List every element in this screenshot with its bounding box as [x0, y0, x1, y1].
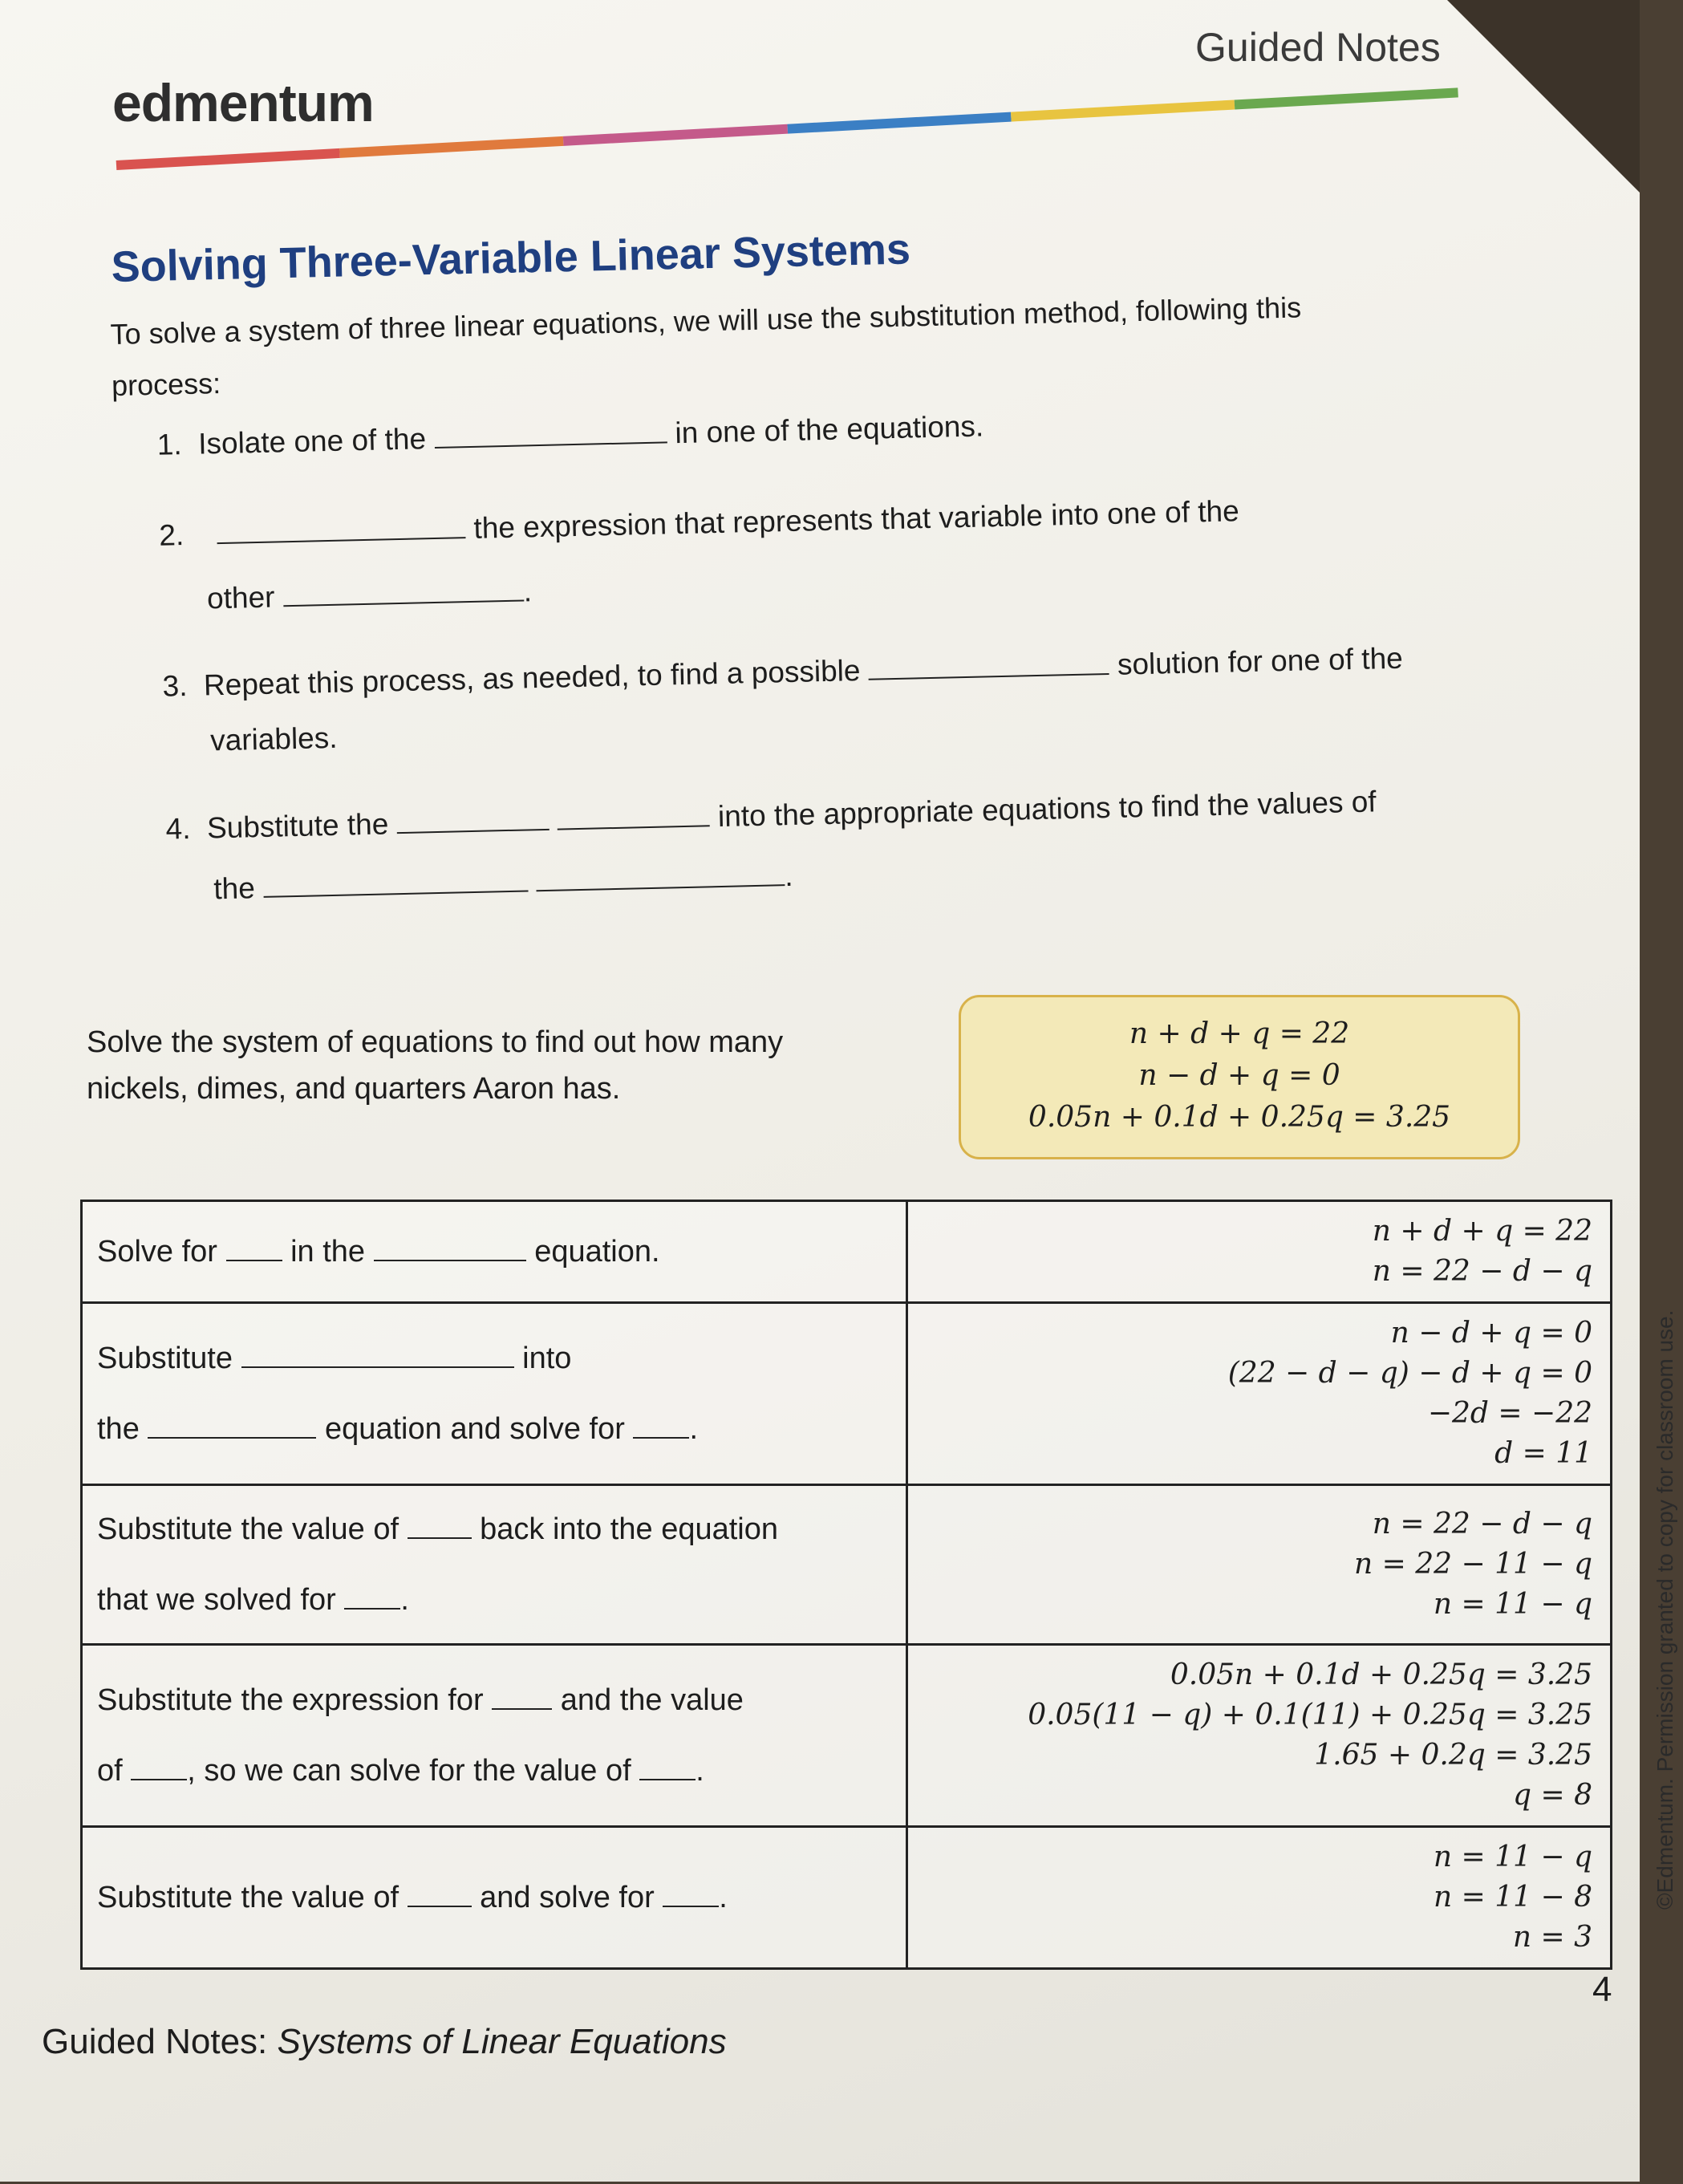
fill-blank[interactable]: [131, 1778, 187, 1780]
instruction-cell: [82, 1201, 907, 1303]
edmentum-logo: edmentum: [112, 73, 374, 132]
page-title: Solving Three-Variable Linear Systems: [111, 225, 911, 292]
step-text: other: [206, 580, 275, 615]
fill-blank[interactable]: [633, 1436, 689, 1439]
math-line: n + d + q = 22: [1372, 1215, 1592, 1248]
fill-blank[interactable]: [639, 1778, 696, 1780]
footer-prefix: Guided Notes:: [42, 2022, 268, 2061]
math-line: 0.05(11 − q) + 0.1(11) + 0.25q = 3.25: [1028, 1699, 1592, 1731]
step-number: 1.: [156, 428, 183, 461]
instruction-text: so we can solve for the value of: [204, 1754, 631, 1788]
fill-blank[interactable]: [492, 1707, 552, 1710]
step-text: variables.: [209, 721, 338, 757]
equation-1: n + d + q = 22: [1129, 1017, 1350, 1050]
table-row: [82, 1645, 1612, 1827]
equation-2: n − d + q = 0: [1138, 1059, 1340, 1092]
instruction-text: in the: [290, 1235, 366, 1269]
math-line: −2d = −22: [1427, 1397, 1592, 1430]
step-text: in one of the equations.: [675, 409, 984, 450]
steps-table: [80, 1200, 1612, 1970]
math-cell: [907, 1303, 1612, 1485]
fill-blank[interactable]: [263, 889, 528, 897]
step-text: Substitute the: [206, 807, 389, 845]
instruction-text: and solve for: [480, 1881, 655, 1914]
math-line: n = 11 − q: [1433, 1841, 1592, 1873]
instruction-text: Solve for: [97, 1235, 217, 1269]
instruction-cell: Substitute the value of and solve for .: [82, 1827, 907, 1969]
step-text: the: [213, 871, 256, 906]
math-line: n − d + q = 0: [1390, 1317, 1592, 1350]
fill-blank[interactable]: [558, 824, 710, 830]
step-number: 2.: [158, 518, 185, 552]
instruction-text: Substitute: [97, 1342, 233, 1375]
table-row: [82, 1827, 1612, 1969]
math-line: n = 11 − q: [1433, 1588, 1592, 1621]
math-line: q = 8: [1513, 1779, 1592, 1812]
page-number: 4: [1592, 1970, 1612, 2009]
instruction-text: Substitute the value of: [97, 1512, 399, 1546]
fill-blank[interactable]: [408, 1905, 472, 1907]
instruction-text: of: [97, 1754, 123, 1788]
step-number: 4.: [165, 811, 191, 846]
step-text: into the appropriate equations to find the values of: [717, 785, 1377, 834]
math-cell: [907, 1827, 1612, 1969]
math-line: n = 22 − d − q: [1372, 1255, 1592, 1288]
step-number: 3.: [162, 669, 188, 703]
instruction-cell: Substitute the value of back into the equation that we solved for .: [82, 1485, 907, 1645]
instruction-text: equation and solve for: [324, 1412, 625, 1446]
step-4-continued: the .: [213, 859, 793, 906]
fill-blank[interactable]: [663, 1905, 719, 1907]
instruction-text: equation.: [534, 1235, 660, 1269]
math-line: d = 11: [1494, 1437, 1592, 1470]
fill-blank[interactable]: [374, 1259, 526, 1261]
math-line: n = 3: [1512, 1921, 1592, 1954]
table-row: [82, 1303, 1612, 1485]
math-cell: [907, 1485, 1612, 1645]
fill-blank[interactable]: [226, 1259, 282, 1261]
fill-blank[interactable]: [397, 828, 550, 834]
step-text: Repeat this process, as needed, to find a possible: [203, 653, 861, 702]
equation-3: 0.05n + 0.1d + 0.25q = 3.25: [1028, 1101, 1451, 1134]
instruction-cell: Substitute the expression for and the value of , so we can solve for the value of .: [82, 1645, 907, 1827]
instruction-text: and the value: [560, 1683, 744, 1717]
fill-blank[interactable]: [435, 440, 667, 449]
instruction-text: Substitute the expression for: [97, 1683, 484, 1717]
instruction-text: into: [522, 1342, 572, 1375]
step-2-continued: other .: [206, 574, 533, 615]
math-line: n = 22 − d − q: [1372, 1508, 1592, 1541]
fill-blank[interactable]: [217, 536, 466, 544]
instruction-cell: Substitute into the equation and solve for .: [82, 1303, 907, 1485]
table-row: [82, 1485, 1612, 1645]
instruction-text: the: [97, 1412, 140, 1446]
math-line: n = 22 − 11 − q: [1354, 1548, 1592, 1581]
fill-blank[interactable]: [283, 599, 524, 607]
problem-statement: Solve the system of equations to find out how many nickels, dimes, and quarters Aaron has.: [87, 1025, 784, 1106]
table-row: [82, 1201, 1612, 1303]
step-3: [162, 642, 1403, 704]
fill-blank[interactable]: [344, 1607, 400, 1610]
math-line: 1.65 + 0.2q = 3.25: [1314, 1739, 1592, 1772]
fill-blank[interactable]: [148, 1436, 316, 1439]
instruction-text: that we solved for: [97, 1583, 336, 1617]
step-text: Isolate one of the: [197, 422, 427, 461]
fill-blank[interactable]: [869, 672, 1109, 680]
fill-blank[interactable]: [536, 883, 785, 891]
step-3-continued: [210, 721, 338, 758]
math-line: n = 11 − 8: [1434, 1881, 1592, 1914]
math-cell: [907, 1645, 1612, 1827]
header-label: Guided Notes: [1195, 25, 1441, 70]
page-footer: [42, 2022, 727, 2062]
instruction-text: Substitute the value of: [97, 1881, 399, 1914]
fill-blank[interactable]: [408, 1537, 472, 1539]
step-1: [156, 409, 983, 461]
footer-title: Systems of Linear Equations: [277, 2022, 727, 2061]
math-line: 0.05n + 0.1d + 0.25q = 3.25: [1170, 1658, 1592, 1691]
step-text: the expression that represents that variable into one of the: [473, 494, 1240, 545]
step-4: [165, 785, 1377, 846]
copyright-note: ©Edmentum. Permission granted to copy for classroom use.: [1653, 1309, 1677, 1910]
fill-blank[interactable]: [241, 1366, 514, 1368]
math-cell: [907, 1201, 1612, 1303]
step-2: [159, 494, 1239, 553]
intro-text: To solve a system of three linear equations, we will use the substitution method, following this process:: [110, 290, 1302, 403]
step-text: solution for one of the: [1117, 641, 1404, 681]
instruction-text: back into the equation: [480, 1512, 778, 1546]
equation-system-box: [959, 995, 1520, 1159]
math-line: (22 − d − q) − d + q = 0: [1227, 1357, 1592, 1390]
